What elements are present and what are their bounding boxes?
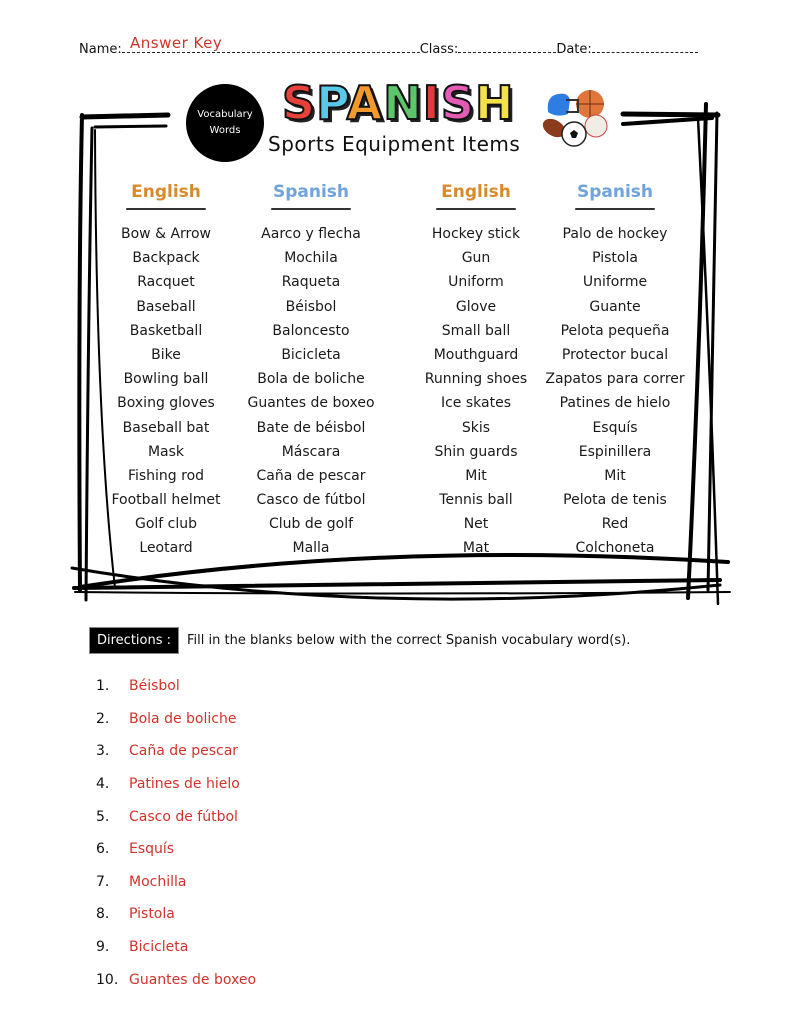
answer-number: 2. <box>96 710 110 727</box>
vocab-word: Mochila <box>284 250 338 267</box>
title-letter: S <box>440 76 476 130</box>
vocab-word: Palo de hockey <box>562 226 668 242</box>
vocab-word: Ice skates <box>440 395 512 412</box>
answer-number: 4. <box>96 776 110 793</box>
answer-item <box>96 800 256 833</box>
title-letter: A <box>346 76 384 130</box>
answer-number: 7. <box>96 873 110 890</box>
vocab-word: Pelota pequeña <box>560 322 670 339</box>
name-value: Answer Key <box>130 34 223 52</box>
answer-number: 8. <box>96 906 110 923</box>
vocab-word: Bowling ball <box>123 371 209 388</box>
column-header: Spanish <box>576 182 654 202</box>
vocab-word: Mouthguard <box>433 346 519 363</box>
vocab-word: Red <box>601 516 629 533</box>
answer-item <box>96 703 256 736</box>
answer-item <box>96 963 256 996</box>
vocab-word: Bike <box>151 346 181 363</box>
vocab-word: Basketball <box>129 322 203 339</box>
answer-number: 9. <box>96 939 110 956</box>
vocab-word: Skis <box>461 419 491 436</box>
answer-number: 3. <box>96 743 110 760</box>
answer-number: 5. <box>96 808 110 825</box>
vocab-word: Backpack <box>132 250 200 267</box>
directions-text: Fill in the blanks below with the correct Spanish vocabulary word(s). <box>187 633 631 648</box>
vocab-word: Racquet <box>137 274 195 291</box>
answer-item <box>96 931 256 964</box>
vocab-word: Football helmet <box>111 492 221 509</box>
vocab-word: Running shoes <box>424 371 528 388</box>
vocab-word: Mask <box>147 443 185 460</box>
title-letter: N <box>383 76 423 130</box>
date-field[interactable] <box>592 40 698 53</box>
vocab-word: Uniforme <box>582 274 648 291</box>
vocab-word: Boxing gloves <box>117 395 215 412</box>
answer-number: 1. <box>96 678 110 695</box>
vocab-word: Golf club <box>134 516 198 533</box>
title-letter: H <box>475 76 515 130</box>
vocab-word: Tennis ball <box>439 492 513 509</box>
header-underline <box>126 208 206 210</box>
answer-text[interactable]: Bicicleta <box>129 939 189 956</box>
directions-label: Directions : <box>89 627 179 654</box>
vocab-word: Small ball <box>441 322 511 339</box>
answer-item <box>96 768 256 801</box>
answer-text[interactable]: Casco de fútbol <box>129 808 238 825</box>
name-label: Name: <box>79 42 122 57</box>
title-letter: P <box>316 76 347 130</box>
vocab-word: Bate de béisbol <box>256 419 366 436</box>
vocab-word: Glove <box>455 298 497 315</box>
column-header: English <box>131 182 201 202</box>
column-header: English <box>441 182 511 202</box>
page-title <box>282 76 515 130</box>
vocab-word: Guantes de boxeo <box>247 395 375 412</box>
column-spanish-2 <box>537 182 693 561</box>
vocab-word: Zapatos para correr <box>545 371 685 388</box>
vocab-word: Bola de boliche <box>257 371 365 388</box>
title-letter: S <box>282 76 317 130</box>
vocab-word: Béisbol <box>285 298 337 315</box>
answer-item <box>96 898 256 931</box>
vocab-word: Pistola <box>592 250 638 267</box>
vocab-word: Malla <box>292 540 330 557</box>
title-letter: I <box>422 76 441 130</box>
vocab-word: Club de golf <box>268 516 354 533</box>
answer-text[interactable]: Bola de boliche <box>129 710 237 727</box>
vocab-word: Patines de hielo <box>559 395 671 412</box>
vocab-word: Uniform <box>448 274 504 291</box>
answer-text[interactable]: Caña de pescar <box>129 743 239 760</box>
vocab-word: Casco de fútbol <box>256 492 366 509</box>
vocab-word: Mat <box>462 540 490 557</box>
answer-item <box>96 866 256 899</box>
vocab-word: Pelota de tenis <box>563 492 667 509</box>
vocab-word: Hockey stick <box>431 226 521 242</box>
vocab-word: Raqueta <box>281 274 341 291</box>
column-english-2 <box>416 182 536 561</box>
vocab-word: Aarco y flecha <box>261 226 361 242</box>
answer-text[interactable]: Guantes de boxeo <box>129 971 257 988</box>
vocab-word: Máscara <box>281 443 341 460</box>
vocab-word: Net <box>463 516 489 533</box>
vocab-word: Bicicleta <box>281 346 341 363</box>
vocab-word: Colchoneta <box>575 540 655 557</box>
vocab-word: Baseball bat <box>122 419 210 436</box>
vocab-word: Guante <box>589 298 641 315</box>
vocab-word: Gun <box>461 250 491 267</box>
answer-text[interactable]: Esquís <box>129 841 175 858</box>
answer-list <box>96 670 256 996</box>
vocab-word: Protector bucal <box>561 346 669 363</box>
vocabulary-words-badge <box>186 84 264 162</box>
badge-line-2: Words <box>209 125 241 136</box>
directions <box>89 627 630 654</box>
badge-line-1: Vocabulary <box>197 109 253 120</box>
vocab-word: Mit <box>465 467 487 484</box>
vocab-word: Bow & Arrow <box>121 226 211 242</box>
answer-text[interactable]: Béisbol <box>129 678 180 695</box>
header-underline <box>575 208 655 210</box>
vocab-word: Caña de pescar <box>256 467 366 484</box>
answer-item <box>96 833 256 866</box>
vocab-word: Mit <box>604 467 626 484</box>
class-label: Class: <box>419 42 459 57</box>
vocab-word: Baloncesto <box>272 322 350 339</box>
class-field[interactable] <box>458 40 556 53</box>
answer-text[interactable]: Mochilla <box>129 873 187 890</box>
vocab-word: Baseball <box>136 298 196 315</box>
vocab-word: Shin guards <box>434 443 518 460</box>
answer-text[interactable]: Pistola <box>129 906 175 923</box>
sports-balls-icon <box>540 86 610 150</box>
vocab-word: Esquís <box>592 419 638 436</box>
header-underline <box>271 208 351 210</box>
page-subtitle: Sports Equipment Items <box>268 132 521 156</box>
answer-number: 6. <box>96 841 110 858</box>
vocab-word: Fishing rod <box>127 467 205 484</box>
column-header: Spanish <box>272 182 350 202</box>
date-label: Date: <box>556 42 592 57</box>
header-underline <box>436 208 516 210</box>
answer-item <box>96 735 256 768</box>
column-spanish-1 <box>236 182 386 561</box>
vocab-word: Leotard <box>139 540 193 557</box>
vocab-word: Espinillera <box>578 443 652 460</box>
column-english-1 <box>106 182 226 561</box>
answer-number: 10. <box>96 971 119 988</box>
answer-item <box>96 670 256 703</box>
answer-text[interactable]: Patines de hielo <box>129 776 240 793</box>
